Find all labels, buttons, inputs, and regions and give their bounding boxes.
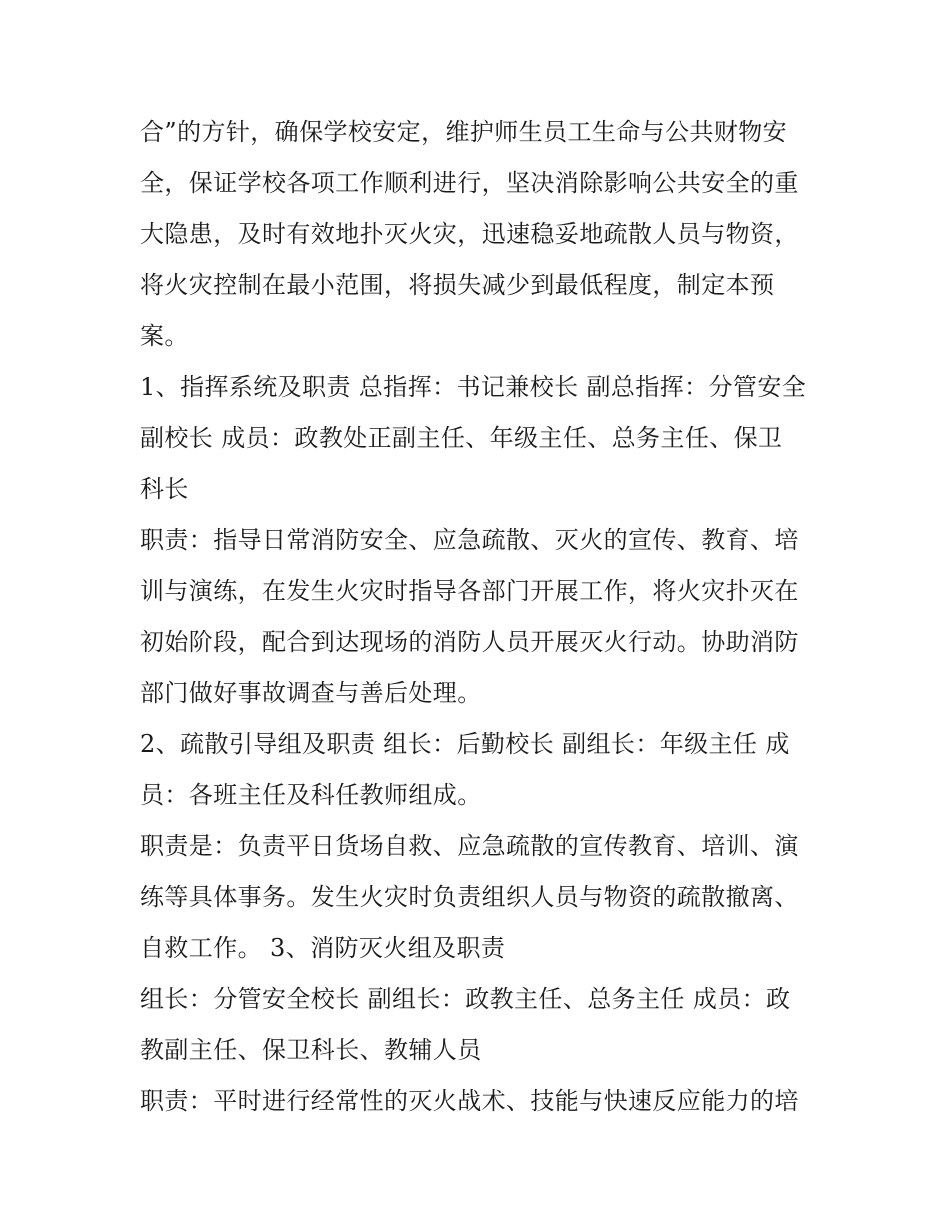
- text-line: 副校长 成员：政教处正副主任、年级主任、总务主任、保卫: [140, 424, 783, 452]
- text-line: 组长：分管安全校长 副组长：政教主任、总务主任 成员：政: [140, 985, 791, 1013]
- text-line: 案。: [140, 322, 189, 350]
- document-body: [140, 107, 820, 1127]
- text-line: 科长: [140, 475, 189, 503]
- text-line: 1、指挥系统及职责 总指挥：书记兼校长 副总指挥：分管安全: [140, 373, 807, 401]
- text-line: 职责：指导日常消防安全、应急疏散、灭火的宣传、教育、培: [140, 526, 799, 554]
- text-line: 自救工作。 3、消防灭火组及职责: [140, 934, 506, 962]
- text-line: 教副主任、保卫科长、教辅人员: [140, 1036, 482, 1064]
- text-line: 大隐患，及时有效地扑灭火灾，迅速稳妥地疏散人员与物资，: [140, 220, 799, 248]
- text-line: 员：各班主任及科任教师组成。: [140, 781, 482, 809]
- text-line: 全，保证学校各项工作顺利进行，坚决消除影响公共安全的重: [140, 169, 799, 197]
- text-line: 部门做好事故调查与善后处理。: [140, 679, 482, 707]
- text-line: 训与演练，在发生火灾时指导各部门开展工作，将火灾扑灭在: [140, 577, 799, 605]
- text-line: 练等具体事务。发生火灾时负责组织人员与物资的疏散撤离、: [140, 883, 799, 911]
- text-line: 将火灾控制在最小范围，将损失减少到最低程度，制定本预: [140, 271, 775, 299]
- text-line: 职责是：负责平日货场自救、应急疏散的宣传教育、培训、演: [140, 832, 799, 860]
- text-line: 职责：平时进行经常性的灭火战术、技能与快速反应能力的培: [140, 1087, 799, 1115]
- text-line: 初始阶段，配合到达现场的消防人员开展灭火行动。协助消防: [140, 628, 799, 656]
- text-line: 合”的方针，确保学校安定，维护师生员工生命与公共财物安: [140, 118, 788, 146]
- text-line: 2、疏散引导组及职责 组长：后勤校长 副组长：年级主任 成: [140, 730, 790, 758]
